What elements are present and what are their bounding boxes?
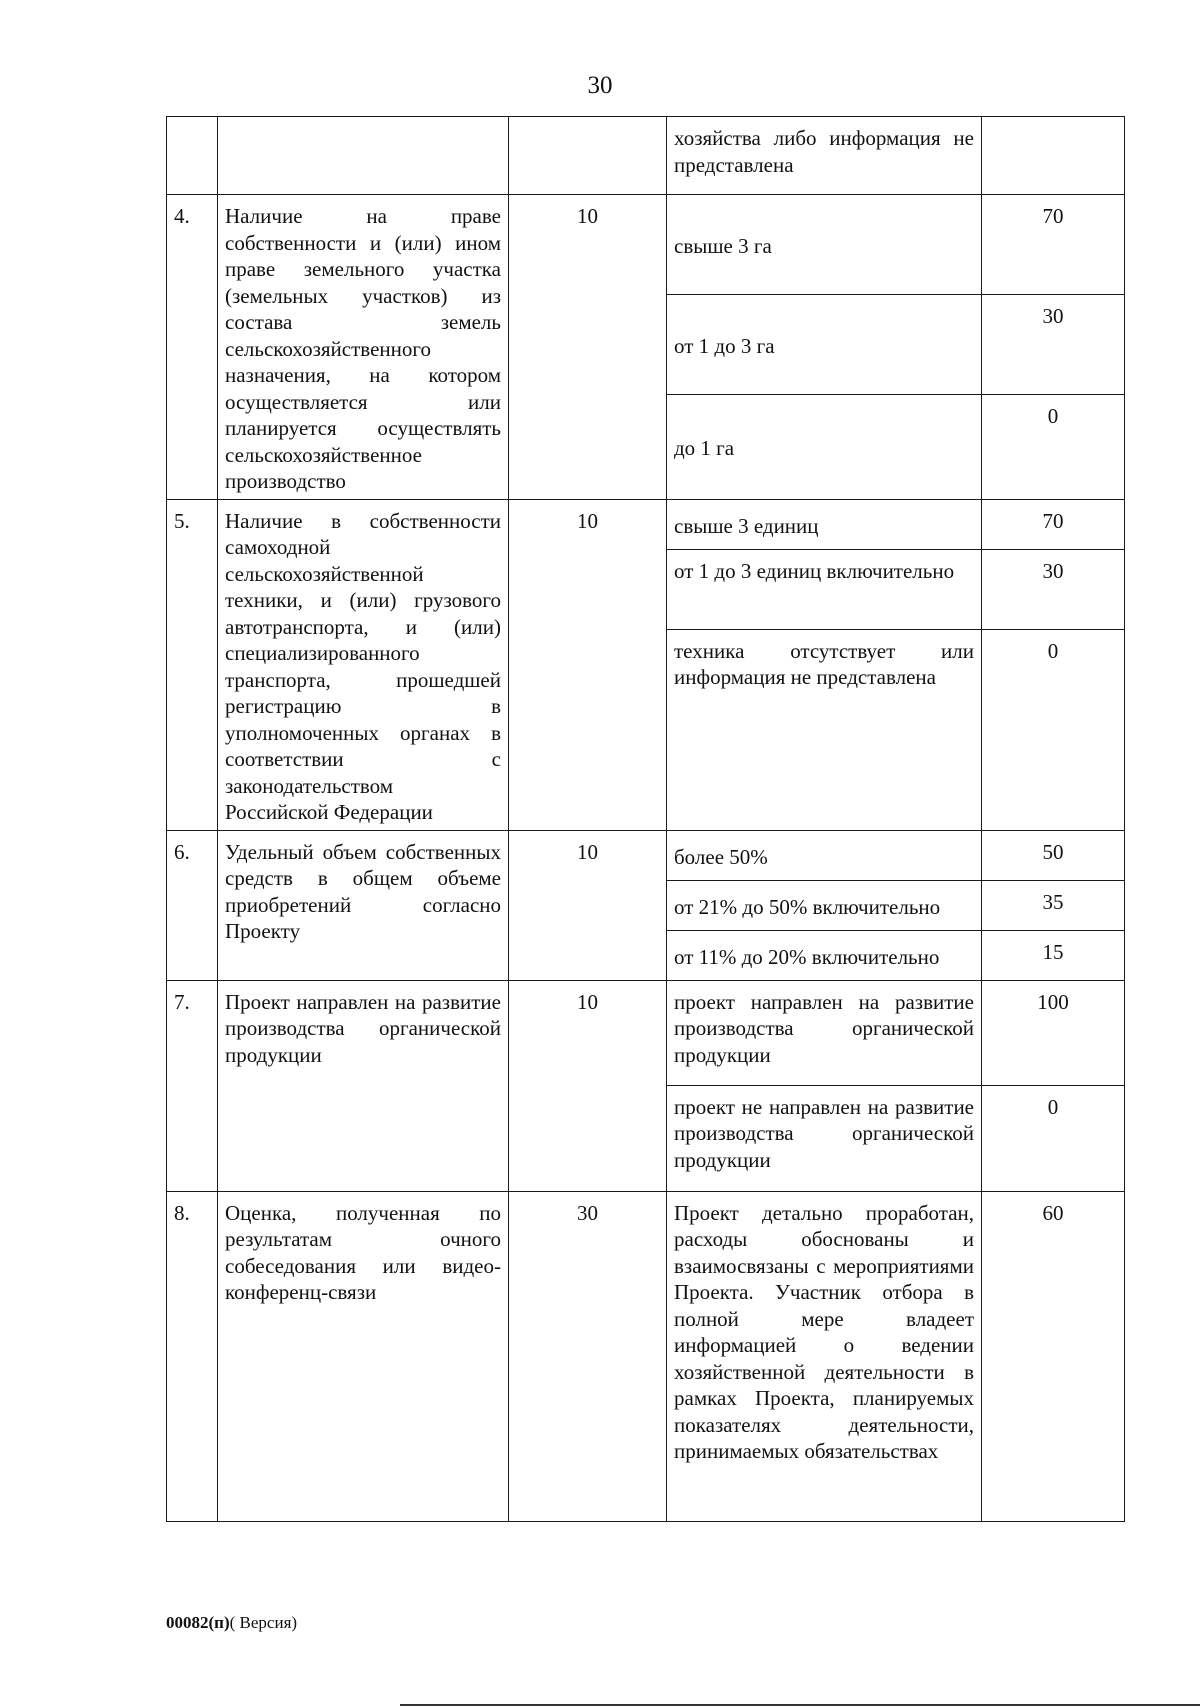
cell-score: 30	[982, 550, 1125, 629]
cell-desc: проект не направлен на развитие производства органической продукции	[667, 1085, 982, 1191]
cell-num: 6.	[167, 830, 218, 980]
cell-score: 70	[982, 195, 1125, 295]
cell-score: 35	[982, 880, 1125, 930]
cell-score: 0	[982, 629, 1125, 830]
table-row	[167, 499, 1125, 550]
cell-score: 0	[982, 394, 1125, 499]
footer-version: ( Версия)	[229, 1613, 298, 1632]
cell-score: 15	[982, 930, 1125, 980]
cell-name: Оценка, полученная по результатам очного собеседования или видео-конференц-связи	[218, 1191, 509, 1521]
cell-num: 7.	[167, 980, 218, 1191]
cell-weight	[509, 117, 667, 195]
cell-desc: техника отсутствует или информация не представлена	[667, 629, 982, 830]
cell-weight: 10	[509, 830, 667, 980]
cell-desc: до 1 га	[667, 394, 982, 499]
cell-desc: от 21% до 50% включительно	[667, 880, 982, 930]
footer-code-number: 00082(п)	[166, 1613, 230, 1632]
table-row-continuation	[167, 117, 1125, 195]
table-row	[167, 980, 1125, 1085]
table-row	[167, 1191, 1125, 1521]
cell-score: 0	[982, 1085, 1125, 1191]
bottom-edge-rule	[400, 1704, 1200, 1706]
cell-score	[982, 117, 1125, 195]
cell-name: Наличие на праве собственности и (или) ином праве земельного участка (земельных участков) из состава земель сельскохозяйственного назначения, на котором осуществляется или планируется осуществлять сельскохозяйственное производство	[218, 195, 509, 500]
cell-num: 4.	[167, 195, 218, 500]
cell-desc: свыше 3 единиц	[667, 499, 982, 550]
criteria-table	[166, 116, 1125, 1522]
cell-name	[218, 117, 509, 195]
cell-desc: от 11% до 20% включительно	[667, 930, 982, 980]
cell-desc: проект направлен на развитие производства органической продукции	[667, 980, 982, 1085]
cell-weight: 10	[509, 195, 667, 500]
cell-num: 8.	[167, 1191, 218, 1521]
document-footer-code	[166, 1613, 297, 1633]
cell-desc: Проект детально проработан, расходы обоснованы и взаимосвязаны с мероприятиями Проекта. Участник отбора в полной мере владеет информацией о ведении хозяйственной деятельности в рамках Проекта, планируемых показателях деятельности, принимаемых обязательствах	[667, 1191, 982, 1521]
cell-desc: свыше 3 га	[667, 195, 982, 295]
cell-desc: от 1 до 3 единиц включительно	[667, 550, 982, 629]
cell-desc: от 1 до 3 га	[667, 294, 982, 394]
cell-weight: 10	[509, 980, 667, 1191]
table-row	[167, 830, 1125, 880]
cell-name: Наличие в собственности самоходной сельскохозяйственной техники, и (или) грузового автотранспорта, и (или) специализированного транспорта, прошедшей регистрацию в уполномоченных органах в соответствии с законодательством Российской Федерации	[218, 499, 509, 830]
page-number: 30	[587, 72, 613, 99]
cell-score: 100	[982, 980, 1125, 1085]
cell-num	[167, 117, 218, 195]
cell-num: 5.	[167, 499, 218, 830]
cell-score: 30	[982, 294, 1125, 394]
cell-name: Проект направлен на развитие производства органической продукции	[218, 980, 509, 1191]
cell-weight: 30	[509, 1191, 667, 1521]
cell-score: 50	[982, 830, 1125, 880]
cell-desc: хозяйства либо информация не представлена	[667, 117, 982, 195]
cell-desc: более 50%	[667, 830, 982, 880]
cell-score: 60	[982, 1191, 1125, 1521]
cell-score: 70	[982, 499, 1125, 550]
cell-weight: 10	[509, 499, 667, 830]
table-row	[167, 195, 1125, 295]
cell-name: Удельный объем собственных средств в общем объеме приобретений согласно Проекту	[218, 830, 509, 980]
